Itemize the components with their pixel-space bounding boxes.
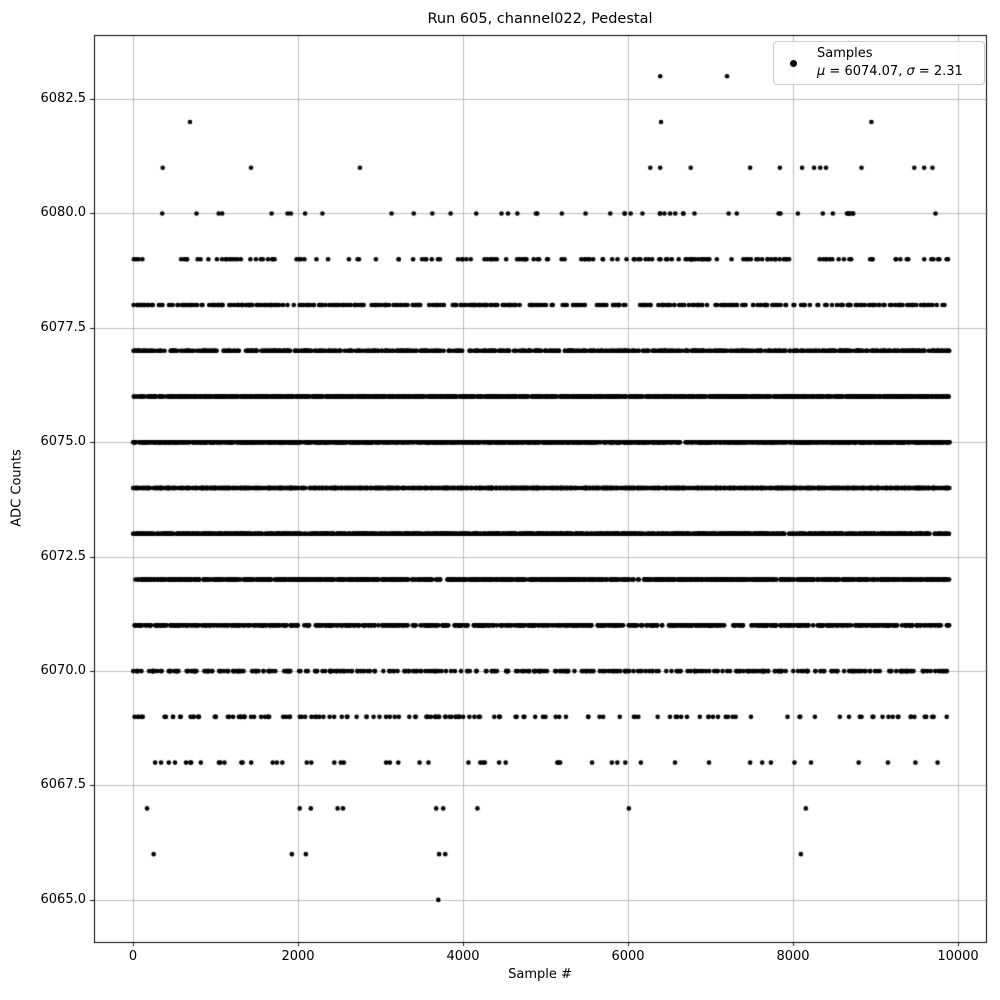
mu-symbol: μ — [817, 64, 826, 79]
x-tick-label: 4000 — [446, 949, 480, 964]
legend-entry-stats — [817, 63, 963, 81]
chart-title: Run 605, channel022, Pedestal — [427, 11, 653, 27]
legend-entry-label: Samples — [817, 46, 873, 61]
y-tick-label: 6082.5 — [40, 91, 86, 107]
y-tick-label: 6065.0 — [40, 891, 86, 907]
y-tick-label: 6070.0 — [40, 663, 86, 679]
y-tick-label: 6067.5 — [40, 777, 86, 793]
sigma-value: = 2.31 — [914, 64, 963, 79]
y-tick-label: 6075.0 — [40, 434, 86, 450]
legend-marker-dot — [790, 60, 797, 67]
y-tick-label: 6072.5 — [40, 548, 86, 564]
x-tick-label: 8000 — [776, 949, 810, 964]
sigma-symbol: σ — [906, 64, 915, 79]
y-tick-label: 6077.5 — [40, 319, 86, 335]
x-axis-label: Sample # — [508, 967, 572, 982]
x-tick-label: 6000 — [611, 949, 645, 964]
y-tick-label: 6080.0 — [40, 205, 86, 221]
y-axis-label: ADC Counts — [9, 449, 25, 527]
x-tick-label: 2000 — [281, 949, 315, 964]
legend — [773, 41, 985, 85]
x-tick-label: 10000 — [937, 949, 979, 964]
mu-value: = 6074.07, — [825, 64, 907, 79]
x-tick-label: 0 — [128, 949, 138, 964]
